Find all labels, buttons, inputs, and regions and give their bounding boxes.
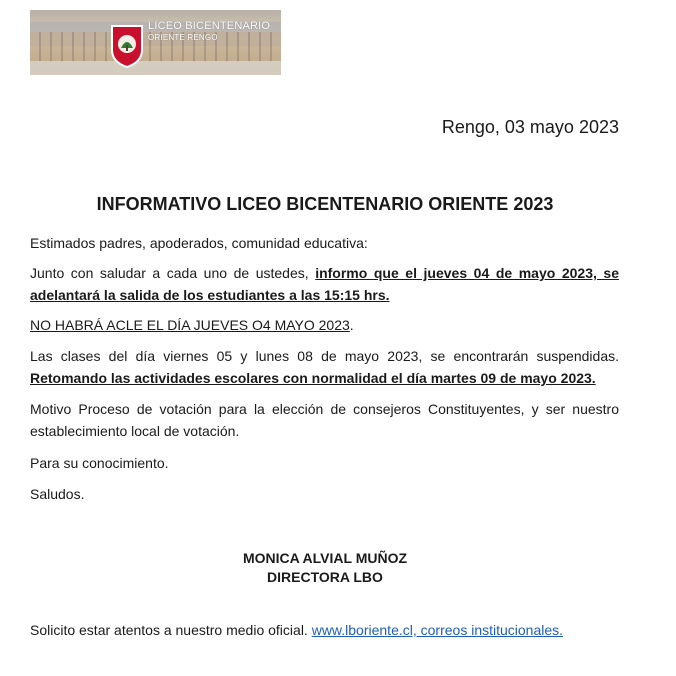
greeting-paragraph: Estimados padres, apoderados, comunidad educativa: [30,235,368,251]
banner-ground [30,61,281,75]
p3-highlight: Retomando las actividades escolares con normalidad el día martes 09 de mayo 2023. [30,370,596,386]
logo-text [148,21,270,43]
p3-text: Las clases del día viernes 05 y lunes 08 de mayo 2023, se encontrarán suspendidas. [30,348,619,364]
p2-underlined: NO HABRÁ ACLE EL DÍA JUEVES O4 MAYO 2023 [30,317,350,333]
official-website-link[interactable]: www.lboriente.cl, correos institucionales. [311,622,564,638]
signature-name: MONICA ALVIAL MUÑOZ [242,550,408,566]
footer-text: Solicito estar atentos a nuestro medio oficial. [30,622,312,638]
school-crest-icon [110,24,144,68]
early-dismissal-paragraph [30,262,619,306]
salutation-paragraph: Saludos. [30,486,85,502]
closing-paragraph: Para su conocimiento. [30,455,169,471]
suspension-paragraph [30,345,619,389]
logo-line1: LICEO BICENTENARIO [148,20,271,32]
signature-role: DIRECTORA LBO [267,569,383,585]
p2-tail: . [349,317,354,333]
reason-paragraph: Motivo Proceso de votación para la elección de consejeros Constituyentes, y ser nuestro establecimiento local de votación. [30,401,619,439]
footer-paragraph [30,619,619,641]
logo-line2: ORIENTE RENGO [148,33,218,42]
document-date: Rengo, 03 mayo 2023 [441,117,619,137]
no-acle-paragraph [30,314,619,336]
document-title: INFORMATIVO LICEO BICENTENARIO ORIENTE 2023 [96,194,554,214]
p1-highlight: informo que el jueves 04 de mayo 2023, se adelantará la salida de los estudiantes a las 15:15 hrs. [30,265,619,303]
school-header-banner [30,10,281,75]
p1-intro: Junto con saludar a cada uno de ustedes, [30,265,316,281]
